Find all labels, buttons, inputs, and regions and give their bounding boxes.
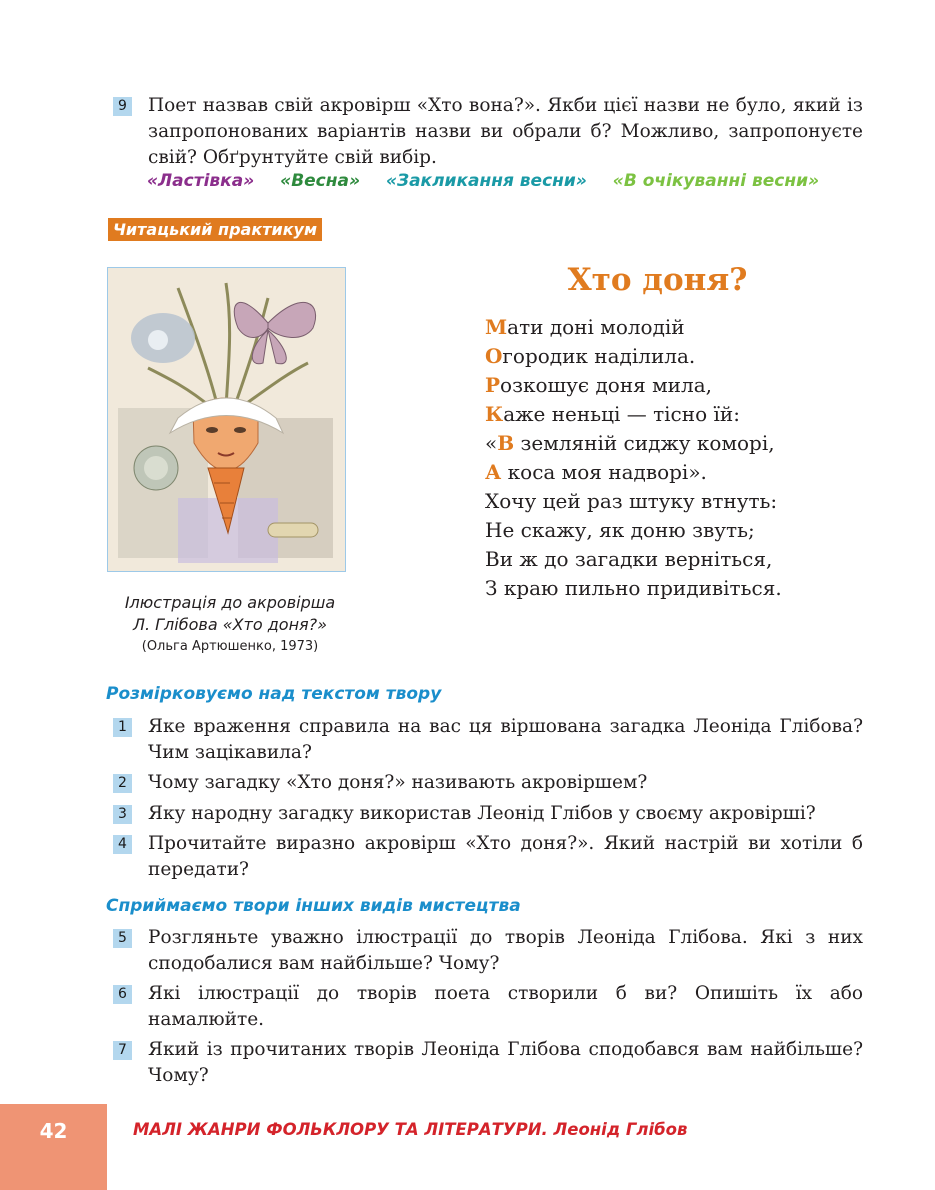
poem-line: Не скажу, як доню звуть; [485,518,755,542]
running-title-text: МАЛІ ЖАНРИ ФОЛЬКЛОРУ ТА ЛІТЕРАТУРИ. [133,1120,548,1139]
variant-1: «Ластівка» [147,171,255,191]
carrot-girl-illustration [108,268,345,571]
question-text: Яку народну загадку використав Леонід Глібов у своєму акровірші? [148,803,816,824]
section-banner: Читацький практикум [108,218,322,241]
question-text: Який із прочитаних творів Леоніда Глібова сподобався вам найбільше? Чому? [148,1039,863,1086]
question-number: 6 [113,985,132,1004]
illustration-caption [95,592,365,658]
question-7 [113,1037,863,1089]
question-6 [113,981,863,1033]
question-number: 1 [113,718,132,737]
poem-line: «В земляній сиджу коморі, [485,431,775,455]
caption-line-3: (Ольга Артюшенко, 1973) [141,639,319,654]
poem-body [485,313,782,603]
question-text: Поет назвав свій акровірш «Хто вона?». Якби цієї назви не було, який із запропонованих варіантів назви ви обрали б? Можливо, запропонуєте свій? Обґрунтуйте свій вибір. [148,95,863,168]
question-number: 9 [113,97,132,116]
poem-line: Хочу цей раз штуку втнуть: [485,489,778,513]
question-number: 7 [113,1041,132,1060]
poem-line: Каже неньці — тісно їй: [485,402,740,426]
page-number: 42 [39,1119,68,1143]
variant-3: «Закликання весни» [385,171,587,191]
variant-4: «В очікуванні весни» [612,171,820,191]
illustration [107,267,346,572]
question-1 [113,714,863,766]
running-title [133,1120,687,1139]
question-number: 5 [113,929,132,948]
question-text: Які ілюстрації до творів поета створили б ви? Опишіть їх або намалюйте. [148,983,863,1030]
question-text: Прочитайте виразно акровірш «Хто доня?». Який настрій ви хотіли б передати? [148,833,863,880]
running-title-author: Леонід Глібов [553,1120,688,1139]
poem-line: Огородик наділила. [485,344,696,368]
question-5 [113,925,863,977]
question-4 [113,831,863,883]
question-number: 4 [113,835,132,854]
variant-2: «Весна» [280,171,361,191]
question-9 [113,93,863,171]
question-text: Чому загадку «Хто доня?» називають акровіршем? [148,772,648,793]
poem-line: Мати доні молодій [485,315,685,339]
title-variants [147,171,819,191]
question-text: Яке враження справила на вас ця віршована загадка Леоніда Глібова? Чим зацікавила? [148,716,863,763]
poem-line: А коса моя надворі». [485,460,707,484]
section-heading-1: Розмірковуємо над текстом твору [106,684,442,704]
caption-line-2: Л. Глібова «Хто доня?» [132,615,328,634]
question-text: Розгляньте уважно ілюстрації до творів Леоніда Глібова. Які з них сподобалися вам найбільше? Чому? [148,927,863,974]
question-number: 2 [113,774,132,793]
question-2 [113,770,863,796]
question-number: 3 [113,805,132,824]
poem-title: Хто доня? [567,262,748,298]
poem-line: Розкошує доня мила, [485,373,712,397]
question-3 [113,801,863,827]
poem-line: З краю пильно придивіться. [485,576,782,600]
poem-line: Ви ж до загадки верніться, [485,547,773,571]
caption-line-1: Ілюстрація до акровірша [124,593,336,612]
section-heading-2: Сприймаємо твори інших видів мистецтва [106,896,521,916]
